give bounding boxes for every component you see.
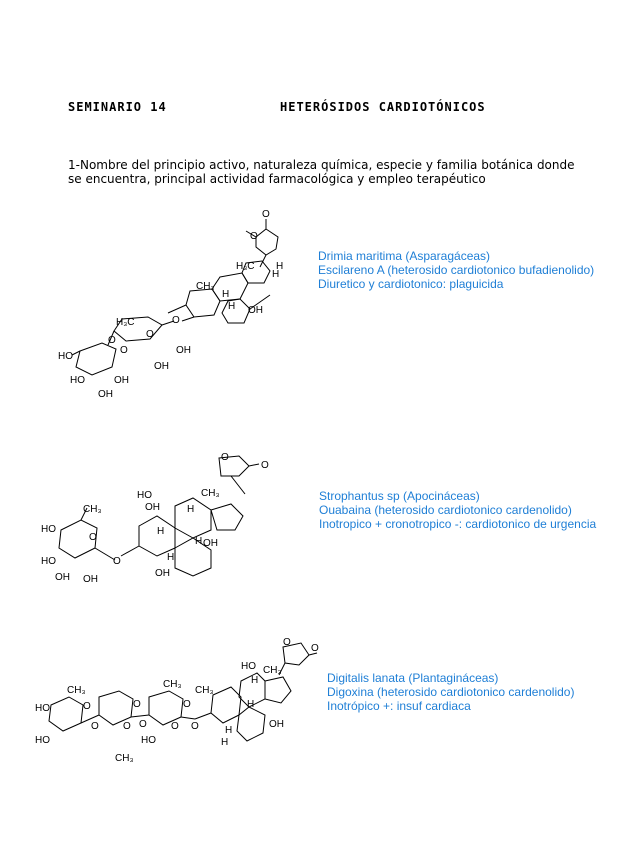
s2-label-14: O: [113, 556, 121, 567]
s2-label-0: O: [221, 452, 229, 463]
s2-label-3: OH: [145, 502, 160, 513]
compound-2-info: [319, 489, 596, 531]
s3-label-8: HO: [35, 703, 50, 714]
s3-label-18: O: [191, 721, 199, 732]
compound-3-activity: Inotrópico +: insuf cardiaca: [327, 699, 471, 713]
s2-label-10: H: [157, 526, 165, 537]
s2-label-13: O: [89, 532, 97, 543]
s3-label-11: O: [91, 721, 99, 732]
compound-1-name: Escilareno A (heterosido cardiotonico bufadienolido): [318, 263, 595, 277]
s1-label-9: H₃C: [116, 317, 135, 328]
s3-label-7: OH: [269, 719, 284, 730]
s3-label-19: O: [171, 721, 179, 732]
s1-label-17: HO: [70, 375, 85, 386]
s3-label-15: CH₃: [163, 679, 182, 690]
s2-label-7: H: [195, 536, 203, 547]
compound-2-species: Strophantus sp (Apocináceas): [319, 489, 480, 503]
compound-3-species: Digitalis lanata (Plantagináceas): [327, 671, 499, 685]
s2-label-2: HO: [137, 490, 152, 501]
s2-label-5: CH₃: [201, 488, 220, 499]
s1-label-4: H: [272, 269, 280, 280]
s1-label-14: O: [120, 345, 128, 356]
s2-label-12: HO: [41, 524, 56, 535]
s2-label-8: H: [167, 552, 175, 563]
s1-label-2: H: [276, 261, 284, 272]
s2-label-6: CH₃: [83, 504, 102, 515]
s1-label-18: OH: [114, 375, 129, 386]
s1-label-6: H: [222, 289, 230, 300]
s3-label-4: CH₃: [263, 665, 282, 676]
compound-1-species: Drimia maritima (Asparagáceas): [318, 249, 491, 263]
s2-label-4: H: [187, 504, 195, 515]
s2-label-15: HO: [41, 556, 56, 567]
s2-label-1: O: [261, 460, 269, 471]
question-text: [68, 158, 588, 186]
s1-label-3: H₃C: [236, 261, 255, 272]
s3-label-3: H: [251, 675, 259, 686]
question-line-2: se encuentra, principal actividad farmacológica y empleo terapéutico: [68, 172, 486, 186]
s1-label-15: OH: [176, 345, 191, 356]
s3-label-12: CH₃: [67, 685, 86, 696]
question-line-1: 1-Nombre del principio activo, naturaleza química, especie y familia botánica donde: [68, 158, 575, 172]
s3-label-5: H: [247, 699, 255, 710]
s3-label-20: O: [123, 721, 131, 732]
s1-label-13: O: [108, 335, 116, 346]
s1-label-16: OH: [154, 361, 169, 372]
s2-label-16: OH: [55, 572, 70, 583]
seminar-label: SEMINARIO 14: [68, 100, 167, 114]
s3-label-1: O: [311, 643, 319, 654]
s3-label-22: CH₃: [195, 685, 214, 696]
compound-3-info: [327, 671, 574, 713]
structure-ouabaina: [35, 450, 305, 600]
s3-label-6: H: [225, 725, 233, 736]
s3-label-2: HO: [241, 661, 256, 672]
s1-label-19: OH: [98, 389, 113, 400]
s1-label-1: O: [250, 231, 258, 242]
s1-label-5: CH₃: [196, 281, 215, 292]
s3-label-13: O: [133, 699, 141, 710]
s2-label-9: OH: [203, 538, 218, 549]
s3-label-16: HO: [141, 735, 156, 746]
page-title: HETERÓSIDOS CARDIOTÓNICOS: [280, 100, 486, 114]
s2-label-17: OH: [83, 574, 98, 585]
s3-label-14: O: [139, 719, 147, 730]
s1-label-10: O: [172, 315, 180, 326]
compound-2-name: Ouabaina (heterosido cardiotonico cardenolido): [319, 503, 572, 517]
s3-label-17: O: [183, 699, 191, 710]
s1-label-8: OH: [248, 305, 263, 316]
s3-label-0: O: [283, 637, 291, 648]
s2-label-11: OH: [155, 568, 170, 579]
compound-3-name: Digoxina (heterosido cardiotonico cardenolido): [327, 685, 575, 699]
s3-label-10: O: [83, 701, 91, 712]
s1-label-0: O: [262, 209, 270, 220]
s3-label-21: CH₃: [115, 753, 134, 764]
compound-1-info: [318, 249, 594, 291]
compound-1-activity: Diuretico y cardiotonico: plaguicida: [318, 277, 504, 291]
s1-label-7: H: [228, 301, 236, 312]
compound-2-activity: Inotropico + cronotropico -: cardiotonico de urgencia: [319, 517, 597, 531]
s3-label-23: H: [221, 737, 229, 748]
s1-label-11: O: [146, 329, 154, 340]
s3-label-9: HO: [35, 735, 50, 746]
structure-digoxina: [35, 635, 325, 770]
structure-escilareno-a: [50, 205, 310, 405]
s1-label-12: HO: [58, 351, 73, 362]
